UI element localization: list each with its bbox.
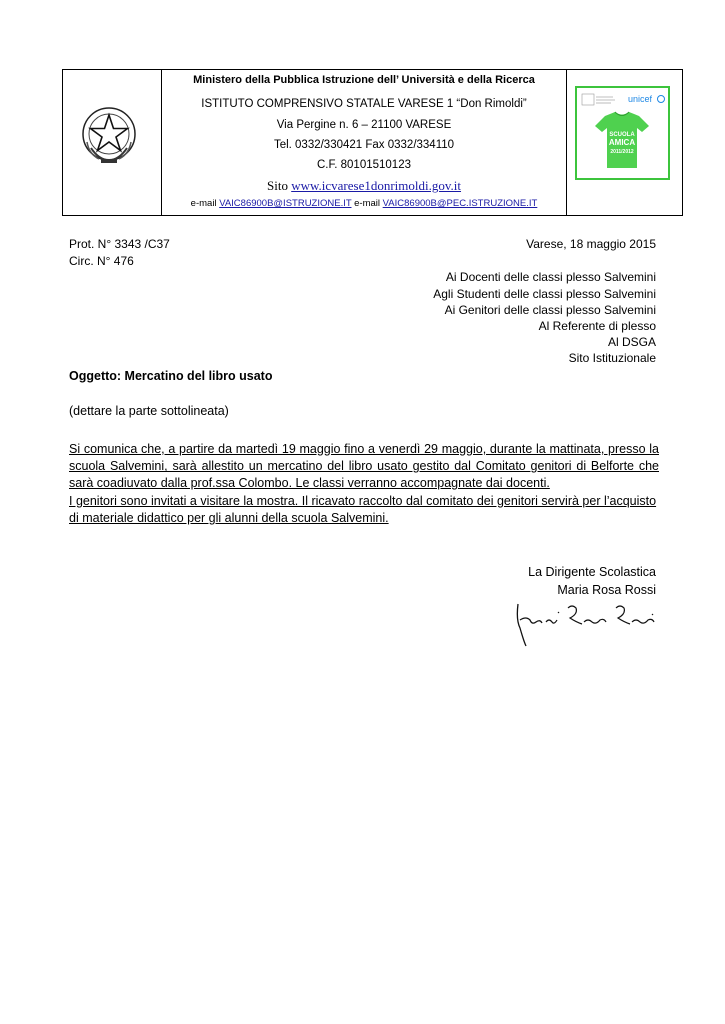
- recipient-line: Ai Genitori delle classi plesso Salvemini: [444, 303, 656, 317]
- email-link-pec[interactable]: VAIC86900B@PEC.ISTRUZIONE.IT: [382, 198, 538, 209]
- shirt-text-2: AMICA: [608, 138, 636, 147]
- letterhead: [62, 69, 683, 216]
- school-address: Via Pergine n. 6 – 21100 VARESE: [276, 119, 452, 131]
- recipient-line: Al DSGA: [607, 335, 656, 349]
- website-link[interactable]: www.icvarese1donrimoldi.gov.it: [291, 178, 462, 193]
- institution-info: [162, 70, 566, 215]
- school-phone: Tel. 0332/330421 Fax 0332/334110: [273, 139, 455, 151]
- letter-body: [69, 441, 659, 527]
- body-paragraph: Si comunica che, a partire da martedì 19 maggio fino a venerdì 29 maggio, durante la mattinata, presso la scuola Salvemini, sarà allestito un mercatino del libro usato gestito dal Comitato genitori di Belforte che sarà coadiuvato dalla prof.ssa Colombo. Le classi verranno accompagnate dai docenti.: [69, 442, 659, 491]
- website-label: Sito: [266, 178, 292, 193]
- signatory-name: Maria Rosa Rossi: [557, 583, 656, 597]
- school-tax-code: C.F. 80101510123: [317, 159, 411, 171]
- scuola-amica-tshirt-icon: [577, 88, 668, 178]
- letter-date: Varese, 18 maggio 2015: [526, 237, 656, 251]
- recipient-line: Agli Studenti delle classi plesso Salvemini: [433, 287, 656, 301]
- emblem-cell: [63, 70, 162, 215]
- circular-number: Circ. N° 476: [69, 254, 134, 268]
- recipient-line: Al Referente di plesso: [538, 319, 656, 333]
- ministry-title: Ministero della Pubblica Istruzione dell’ Università e della Ricerca: [193, 74, 535, 86]
- email-label-1: e-mail: [190, 198, 220, 209]
- school-name: ISTITUTO COMPRENSIVO STATALE VARESE 1 “Don Rimoldi”: [201, 98, 527, 110]
- handwritten-signature: [512, 598, 656, 648]
- scuola-amica-logo: [575, 86, 670, 180]
- protocol-number: Prot. N° 3343 /C37: [69, 237, 170, 251]
- body-paragraph: I genitori sono invitati a visitare la mostra. Il ricavato raccolto dal comitato dei genitori servirà per l’acquisto di materiale didattico per gli alunni della scuola Salvemini.: [69, 493, 657, 525]
- shirt-text-1: SCUOLA: [609, 132, 635, 138]
- email-label-2: e-mail: [351, 198, 383, 209]
- logo-cell: [566, 70, 682, 215]
- italian-republic-emblem-icon: [79, 104, 139, 166]
- email-line: [162, 198, 566, 209]
- signatory-role: La Dirigente Scolastica: [528, 565, 656, 579]
- letter-subject: Oggetto: Mercatino del libro usato: [69, 369, 273, 383]
- dictation-note: (dettare la parte sottolineata): [69, 404, 229, 418]
- recipient-line: Sito Istituzionale: [568, 351, 656, 365]
- shirt-text-3: 2011/2012: [610, 149, 634, 155]
- unicef-text: unicef: [628, 94, 653, 104]
- email-link-istruzione[interactable]: VAIC86900B@ISTRUZIONE.IT: [219, 198, 352, 209]
- website-line: [162, 178, 566, 194]
- recipient-line: Ai Docenti delle classi plesso Salvemini: [445, 270, 656, 284]
